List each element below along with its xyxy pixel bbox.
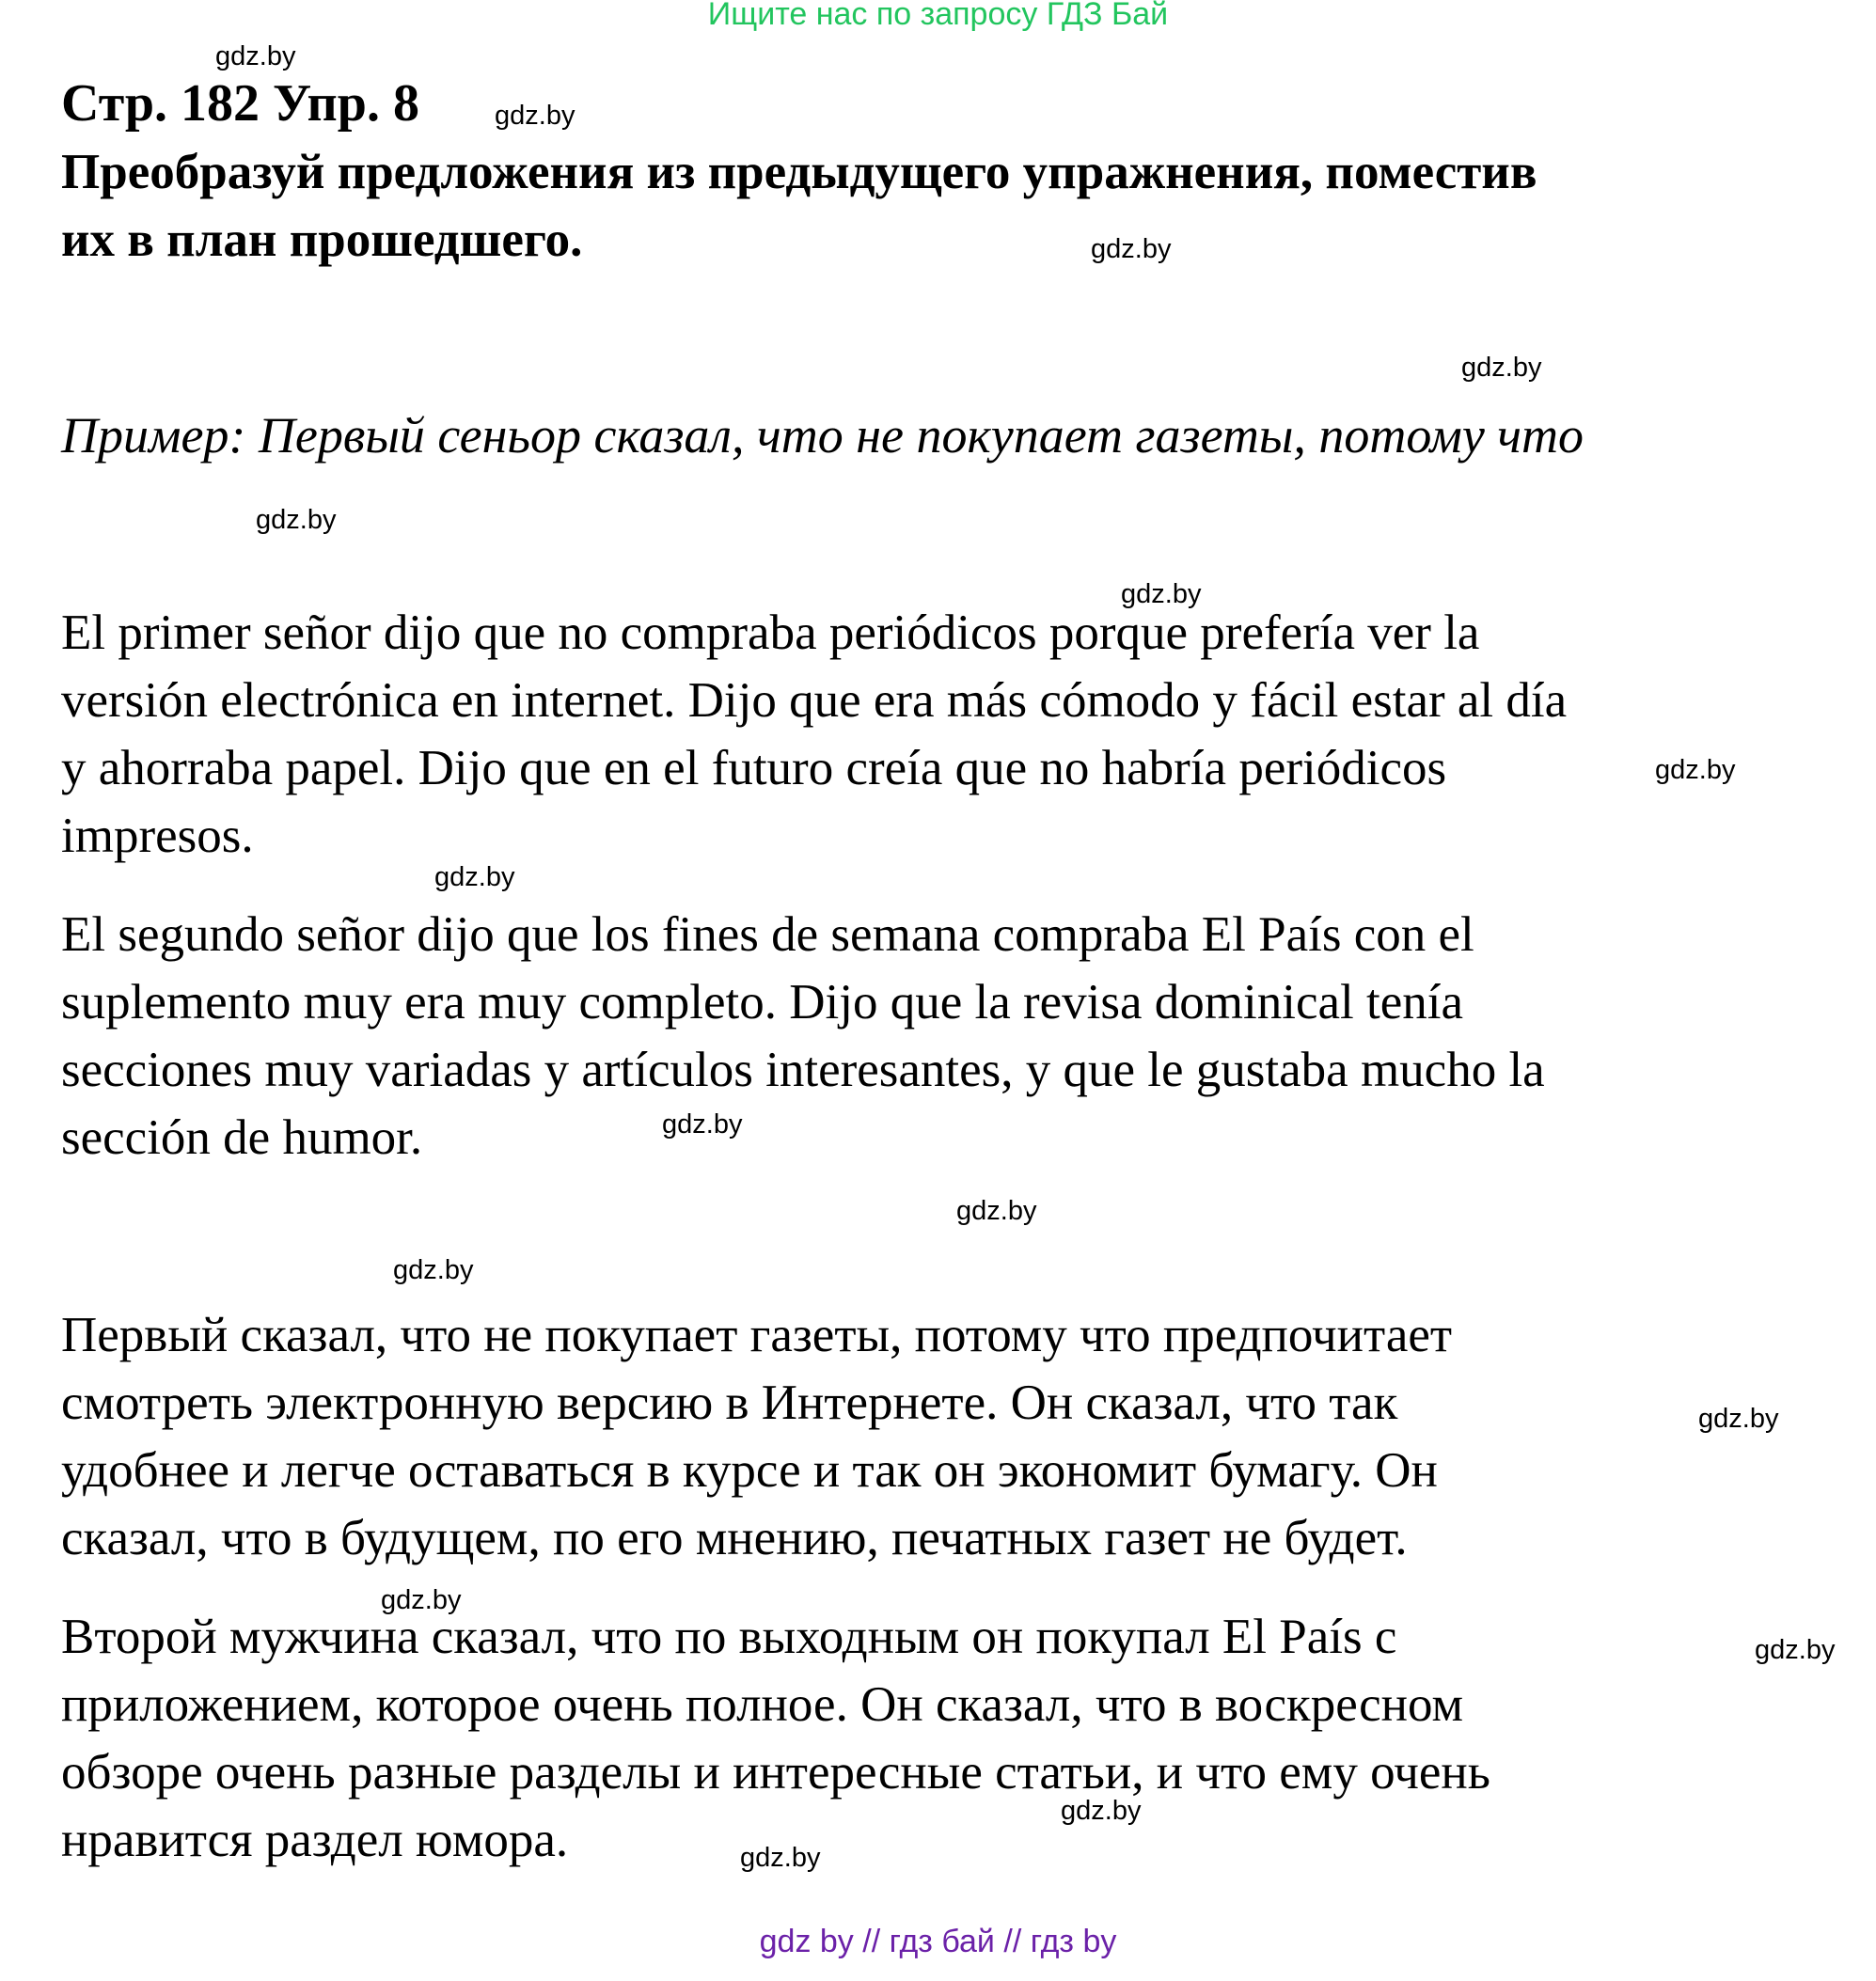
watermark: gdz.by: [215, 41, 296, 71]
watermark: gdz.by: [393, 1255, 474, 1285]
spanish-p2-line-2: suplemento muy era muy completo. Dijo que la revisa dominical tenía: [61, 975, 1463, 1030]
example-text: Пример: Первый сеньор сказал, что не покупает газеты, потому что: [61, 407, 1584, 464]
watermark: gdz.by: [1655, 755, 1736, 785]
russian-p2-line-2: приложением, которое очень полное. Он сказал, что в воскресном: [61, 1677, 1463, 1732]
page-title: Стр. 182 Упр. 8: [61, 74, 419, 133]
russian-p1-line-2: смотреть электронную версию в Интернете. Он сказал, что так: [61, 1376, 1398, 1430]
task-line-1: Преобразуй предложения из предыдущего упражнения, поместив: [61, 145, 1537, 199]
watermark: gdz.by: [256, 505, 337, 535]
russian-p2-line-1: Второй мужчина сказал, что по выходным он покупал El País с: [61, 1610, 1397, 1664]
spanish-p2-line-1: El segundo señor dijo que los fines de semana compraba El País con el: [61, 907, 1474, 962]
russian-p1-line-3: удобнее и легче оставаться в курсе и так он экономит бумагу. Он: [61, 1443, 1438, 1498]
russian-p1-line-4: сказал, что в будущем, по его мнению, печатных газет не будет.: [61, 1511, 1408, 1565]
watermark: gdz.by: [1461, 353, 1542, 383]
watermark: gdz.by: [1121, 579, 1202, 609]
spanish-p1-line-1: El primer señor dijo que no compraba periódicos porque prefería ver la: [61, 605, 1480, 660]
watermark: gdz.by: [1061, 1796, 1142, 1826]
task-line-2: их в план прошедшего.: [61, 212, 583, 267]
russian-p2-line-3: обзоре очень разные разделы и интересные статьи, и что ему очень: [61, 1745, 1490, 1800]
watermark: gdz.by: [495, 101, 575, 131]
watermark: gdz.by: [434, 862, 515, 892]
top-banner: Ищите нас по запросу ГДЗ Бай: [707, 0, 1169, 32]
spanish-p1-line-4: impresos.: [61, 809, 254, 863]
watermark: gdz.by: [1755, 1635, 1836, 1665]
watermark: gdz.by: [381, 1585, 462, 1615]
watermark: gdz.by: [662, 1109, 743, 1140]
russian-p2-line-4: нравится раздел юмора.: [61, 1813, 569, 1867]
spanish-p1-line-2: versión electrónica en internet. Dijo que era más cómodo y fácil estar al día: [61, 673, 1568, 728]
spanish-p2-line-3: secciones muy variadas y artículos interesantes, y que le gustaba mucho la: [61, 1043, 1545, 1097]
russian-p1-line-1: Первый сказал, что не покупает газеты, потому что предпочитает: [61, 1308, 1453, 1362]
bottom-banner: gdz by // гдз бай // гдз by: [759, 1924, 1117, 1959]
watermark: gdz.by: [1698, 1404, 1779, 1434]
watermark: gdz.by: [956, 1196, 1037, 1226]
spanish-p1-line-3: y ahorraba papel. Dijo que en el futuro creía que no habría periódicos: [61, 741, 1447, 795]
watermark: gdz.by: [1091, 234, 1172, 264]
spanish-p2-line-4: sección de humor.: [61, 1110, 423, 1165]
watermark: gdz.by: [740, 1843, 821, 1873]
